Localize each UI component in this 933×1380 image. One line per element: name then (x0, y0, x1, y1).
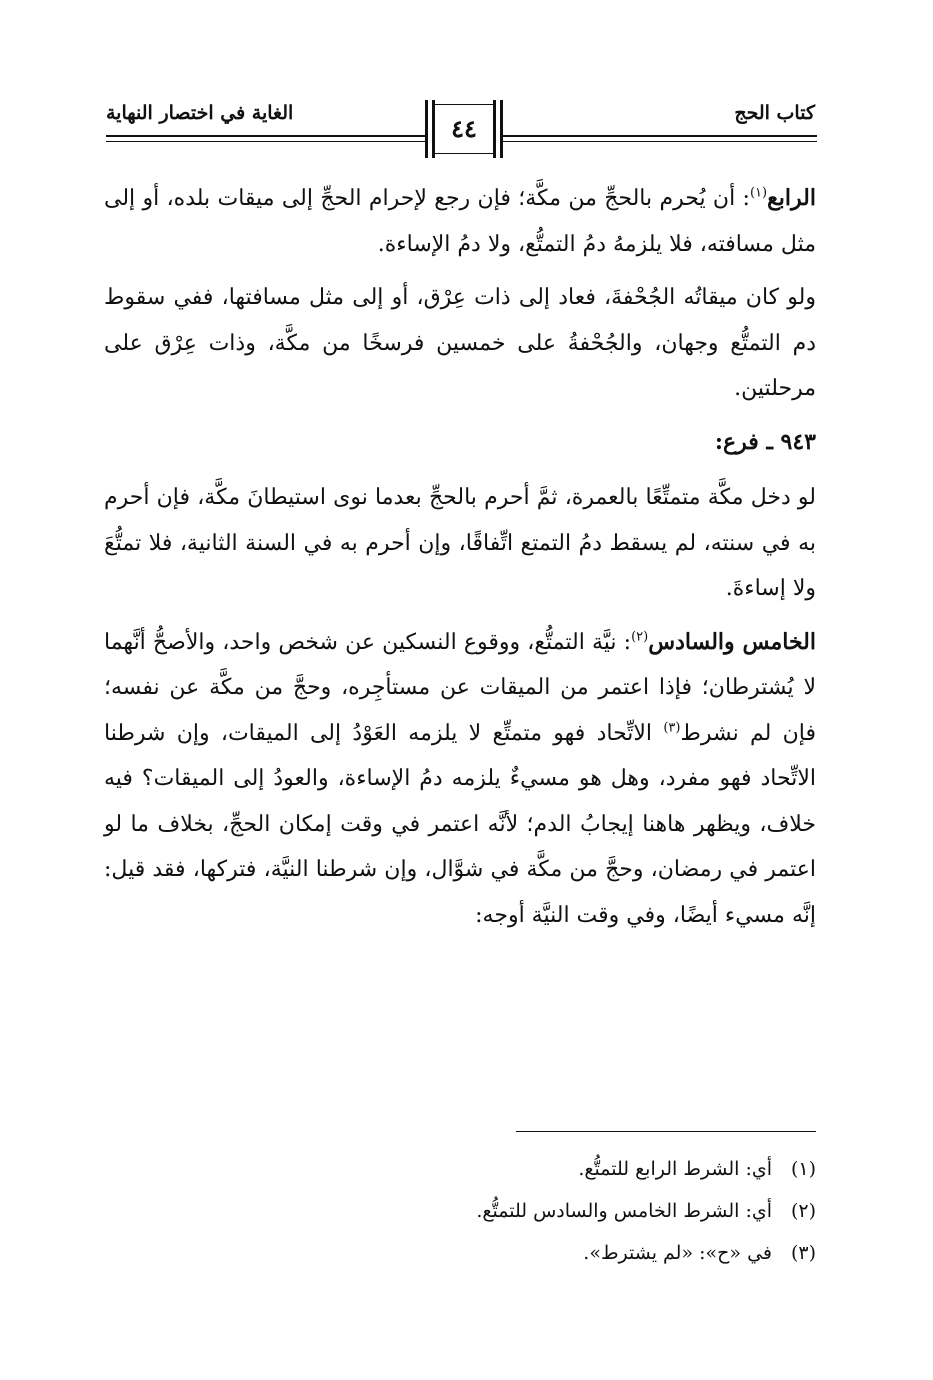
paragraph-text: الاتِّحاد فهو متمتِّع لا يلزمه العَوْدُ إلى الميقات، وإن شرطنا الاتِّحاد فهو مفرد، وهل هو مسيءٌ يلزمه دمُ الإساءة، والعودُ إلى الميقات؟ فيه خلاف، ويظهر هاهنا إيجابُ الدم؛ لأنَّه اعتمر في وقت إمكان الحجِّ، بخلاف ما لو اعتمر في رمضان، وحجَّ من مكَّة في شوَّال، وإن شرطنا النيَّة، فتركها، فقد قيل: إنَّه مسيء أيضًا، وفي وقت النيَّة أوجه: (104, 720, 816, 928)
book-title: الغاية في اختصار النهاية (106, 102, 294, 124)
footnote-separator (516, 1131, 816, 1132)
footnote-number: (١) (790, 1158, 816, 1180)
paragraph-fourth-condition (104, 176, 816, 267)
main-text (104, 176, 816, 946)
paragraph-juhfa (104, 275, 816, 412)
paragraph-heading: الرابع (767, 185, 816, 211)
footnote-text: أي: الشرط الرابع للتمتُّع. (578, 1158, 772, 1180)
footnotes (104, 1150, 816, 1276)
footnote-number: (٢) (790, 1200, 816, 1222)
footnote-text: في «ح»: «لم يشترط». (583, 1242, 772, 1264)
paragraph-text: لو دخل مكَّة متمتِّعًا بالعمرة، ثمَّ أحرم بالحجِّ بعدما نوى استيطانَ مكَّة، فإن أحرم به في سنته، لم يسقط دمُ التمتع اتِّفاقًا، وإن أحرم به في السنة الثانية، فلا تمتُّعَ ولا إساءةَ. (104, 485, 816, 601)
paragraph-fifth-sixth-condition (104, 620, 816, 939)
paragraph-heading: الخامس والسادس (648, 628, 816, 655)
paragraph-branch (104, 475, 816, 612)
page-number: ٤٤ (451, 114, 477, 143)
footnote-ref: (١) (749, 185, 768, 201)
footnote (104, 1192, 816, 1230)
paragraph-text: : نيَّة التمتُّع، ووقوع النسكين عن شخص واحد، والأصحُّ أنَّهما لا يُشترطان؛ فإذا اعتمر من الميقات عن مستأجِره، وحجَّ من مكَّة عن نفسه؛ فإن لم نشرط (104, 629, 816, 746)
footnote (104, 1150, 816, 1188)
paragraph-text: ولو كان ميقاتُه الجُحْفةَ، فعاد إلى ذات عِرْق، أو إلى مثل مسافتها، ففي سقوط دم التمتُّع وجهان، والجُحْفةُ على خمسين فرسخًا من مكَّة، وذات عِرْق على مرحلتين. (104, 285, 816, 401)
footnote (104, 1234, 816, 1272)
footnote-text: أي: الشرط الخامس والسادس للتمتُّع. (476, 1200, 772, 1222)
page-number-frame (425, 100, 503, 158)
branch-heading: ٩٤٣ ـ فرع: (714, 428, 816, 455)
footnote-number: (٣) (790, 1242, 816, 1264)
chapter-title: كتاب الحج (734, 102, 815, 124)
footnote-ref: (٣) (663, 720, 681, 736)
footnote-ref: (٢) (631, 629, 649, 645)
paragraph-text: : أن يُحرم بالحجِّ من مكَّة؛ فإن رجع لإحرام الحجِّ إلى ميقات بلده، أو إلى مثل مسافته، فلا يلزمهُ دمُ التمتُّع، ولا دمُ الإساءة. (104, 186, 816, 257)
